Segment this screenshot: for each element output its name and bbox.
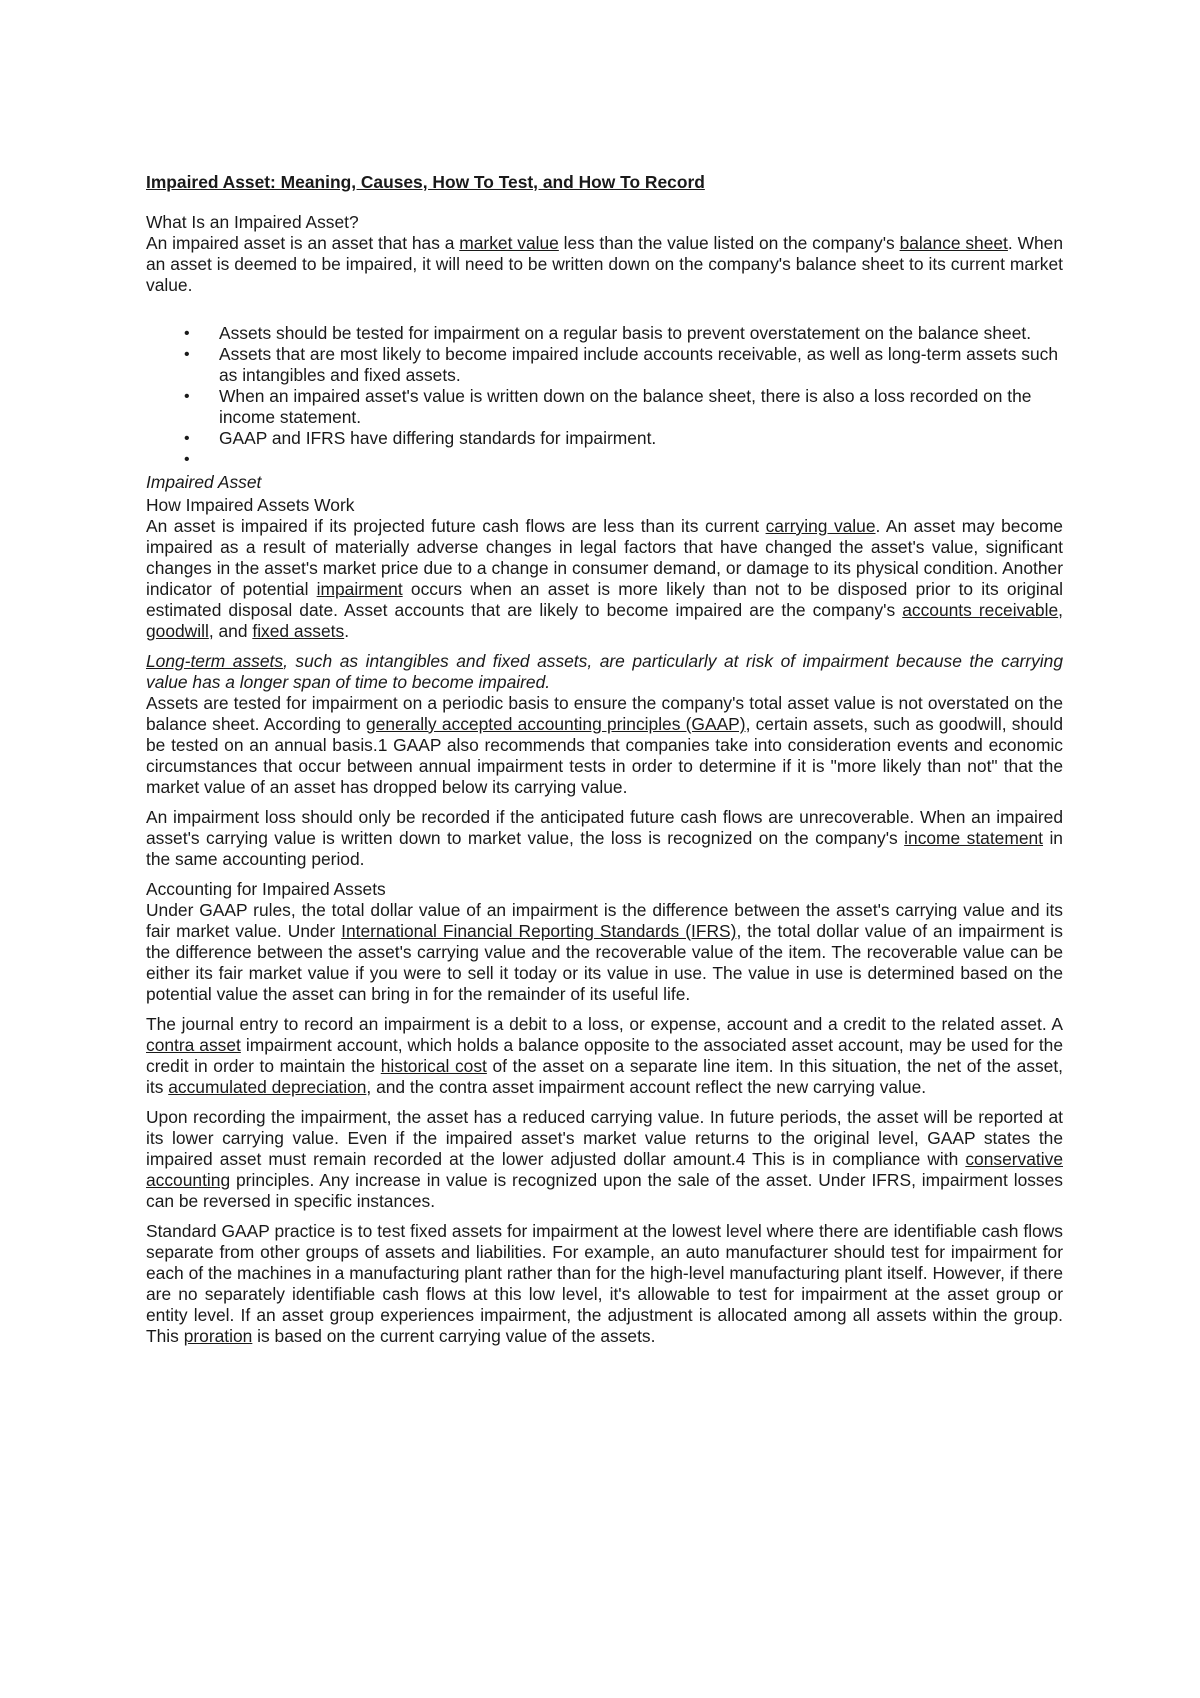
- bullet-item: • Assets that are most likely to become impaired include accounts receivable, as well as long-term assets such as intangibles and fixed assets.: [146, 344, 1063, 386]
- text-run: Upon recording the impairment, the asset has a reduced carrying value. In future periods, the asset will be reported at its lower carrying value. Even if the impaired asset's market value returns to the original level, GAAP states the impaired asset must remain recorded at the lower adjusted dollar amount.4 This is in compliance with: [146, 1107, 1063, 1169]
- text-run: , certain assets, such as goodwill, should be tested on an annual basis.1 GAAP also recommends that companies take into consideration events and economic circumstances that occur between annual impairment tests in order to determine if it is "more likely than not" that the market value of an asset has dropped below its carrying value.: [146, 714, 1064, 797]
- bullet-item: • GAAP and IFRS have differing standards for impairment.: [146, 428, 1063, 449]
- text-run: is based on the current carrying value of the assets.: [252, 1326, 656, 1346]
- text-run: in the same accounting period.: [146, 828, 1063, 869]
- paragraph-impairment-loss: [146, 807, 1063, 870]
- text-run: of the asset on a separate line item. In this situation, the net of the asset, its: [146, 1056, 1063, 1097]
- text-run: less than the value listed on the company's: [558, 233, 900, 253]
- inline-link[interactable]: proration: [183, 1326, 253, 1346]
- text-run: impairment account, which holds a balance opposite to the associated asset account, may be used for the credit in order to maintain the: [146, 1035, 1063, 1076]
- inline-link[interactable]: market value: [459, 233, 559, 253]
- inline-link[interactable]: impairment: [316, 579, 403, 599]
- text-run: . When an asset is deemed to be impaired, it will need to be written down on the company's balance sheet to its current market value.: [146, 233, 1064, 295]
- paragraph-journal-entry: [146, 1014, 1063, 1098]
- inline-link[interactable]: goodwill: [146, 621, 209, 641]
- inline-link[interactable]: income statement: [904, 828, 1044, 848]
- section-heading-accounting: Accounting for Impaired Assets: [146, 879, 386, 899]
- inline-link[interactable]: Long-term assets: [146, 651, 284, 671]
- paragraph-definition: [146, 233, 1063, 296]
- paragraph-recording: [146, 1107, 1063, 1212]
- inline-link[interactable]: carrying value: [765, 516, 876, 536]
- paragraph-standard-practice: [146, 1221, 1063, 1347]
- section-heading-how-work: How Impaired Assets Work: [146, 495, 355, 515]
- paragraph-gaap-rules: [146, 900, 1063, 1005]
- inline-link[interactable]: accumulated depreciation: [168, 1077, 367, 1097]
- text-run: An impairment loss should only be recorded if the anticipated future cash flows are unrecoverable. When an impaired asset's carrying value is written down to market value, the loss is recognized on the company's: [146, 807, 1063, 848]
- inline-link[interactable]: International Financial Reporting Standards (IFRS): [341, 921, 737, 941]
- inline-link[interactable]: historical cost: [380, 1056, 487, 1076]
- text-run: occurs when an asset is more likely than not to be disposed prior to its original estimated disposal date. Asset accounts that are likely to become impaired are the company's: [146, 579, 1063, 620]
- text-run: , such as intangibles and fixed assets, are particularly at risk of impairment because the carrying value has a longer span of time to become impaired.: [146, 651, 1063, 692]
- text-run: , the total dollar value of an impairment is the difference between the asset's carrying value and the recoverable value of the item. The recoverable value can be either its fair market value if you were to sell it today or its value in use. The value in use is determined based on the potential value the asset can bring in for the remainder of its useful life.: [146, 921, 1063, 1004]
- inline-link[interactable]: generally accepted accounting principles (GAAP): [366, 714, 746, 734]
- inline-link[interactable]: fixed assets: [252, 621, 345, 641]
- paragraph-testing: [146, 693, 1063, 798]
- key-takeaways-list: [146, 323, 1063, 470]
- document-page: [146, 172, 1063, 1347]
- paragraph-how-work: [146, 516, 1063, 642]
- paragraph-long-term-assets: [146, 651, 1063, 693]
- inline-link[interactable]: balance sheet: [899, 233, 1008, 253]
- inline-link[interactable]: accounts receivable: [902, 600, 1059, 620]
- inline-link[interactable]: conservative accounting: [146, 1149, 1063, 1190]
- text-run: Under GAAP rules, the total dollar value of an impairment is the difference between the asset's carrying value and its fair market value. Under: [146, 900, 1063, 941]
- text-run: . An asset may become impaired as a result of materially adverse changes in legal factors that have changed the asset's value, significant changes in the asset's market price due to a change in consumer demand, or damage to its physical condition. Another indicator of potential: [146, 516, 1063, 599]
- bullet-item: • Assets should be tested for impairment on a regular basis to prevent overstatement on the balance sheet.: [146, 323, 1063, 344]
- image-caption: Impaired Asset: [146, 472, 262, 492]
- text-run: principles. Any increase in value is recognized upon the sale of the asset. Under IFRS, impairment losses can be reversed in specific instances.: [146, 1170, 1063, 1211]
- document-title: Impaired Asset: Meaning, Causes, How To Test, and How To Record: [146, 172, 705, 192]
- text-run: ,: [1058, 600, 1063, 620]
- text-run: An asset is impaired if its projected future cash flows are less than its current: [146, 516, 766, 536]
- text-run: Assets are tested for impairment on a periodic basis to ensure the company's total asset value is not overstated on the balance sheet. According to: [146, 693, 1063, 734]
- text-run: , and: [208, 621, 253, 641]
- text-run: An impaired asset is an asset that has a: [146, 233, 460, 253]
- text-run: , and the contra asset impairment account reflect the new carrying value.: [366, 1077, 927, 1097]
- text-run: The journal entry to record an impairment is a debit to a loss, or expense, account and a credit to the related asset. A: [146, 1014, 1063, 1034]
- bullet-item: • When an impaired asset's value is written down on the balance sheet, there is also a loss recorded on the income statement.: [146, 386, 1063, 428]
- bullet-item: [146, 449, 1063, 470]
- text-run: Standard GAAP practice is to test fixed assets for impairment at the lowest level where there are identifiable cash flows separate from other groups of assets and liabilities. For example, an auto manufacturer should test for impairment for each of the machines in a manufacturing plant rather than for the high-level manufacturing plant itself. However, if there are no separately identifiable cash flows at this low level, it's allowable to test for impairment at the asset group or entity level. If an asset group experiences impairment, the adjustment is allocated among all assets within the group. This: [146, 1221, 1063, 1346]
- section-heading-what-is: What Is an Impaired Asset?: [146, 212, 359, 232]
- text-run: .: [344, 621, 350, 641]
- inline-link[interactable]: contra asset: [146, 1035, 241, 1055]
